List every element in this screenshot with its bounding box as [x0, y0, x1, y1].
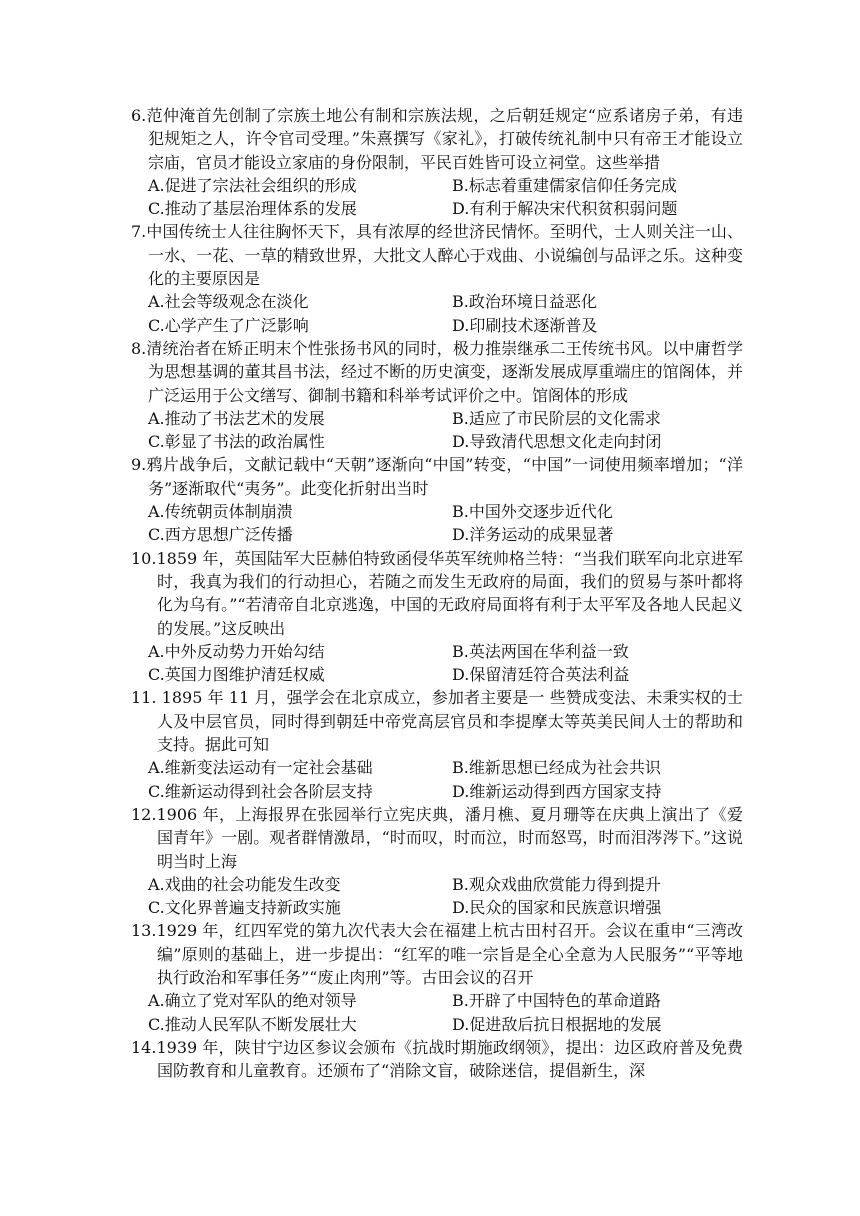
question-text: 1939 年，陕甘宁边区参议会颁布《抗战时期施政纲领》，提出：边区政府普及免费国防教育和儿童教育。还颁布了“消除文盲，破除迷信，提倡新生，深	[156, 1037, 743, 1081]
option-b: B.维新思想已经成为社会共识	[452, 758, 661, 778]
option-c: C.维新运动得到社会各阶层支持	[148, 781, 373, 801]
option-d: D.印刷技术逐渐普及	[452, 315, 598, 335]
option-d: D.促进敌后抗日根据地的发展	[452, 1014, 662, 1034]
question-stem	[131, 803, 743, 873]
question-number: 8.	[131, 338, 147, 358]
option-d: D.维新运动得到西方国家支持	[452, 781, 662, 801]
question-stem	[131, 547, 743, 640]
option-d: D.民众的国家和民族意识增强	[452, 898, 662, 918]
option-a: A.社会等级观念在淡化	[148, 292, 309, 312]
question-stem	[131, 1036, 743, 1083]
option-grid	[131, 290, 743, 337]
option-grid	[131, 500, 743, 547]
question-6	[131, 104, 743, 220]
option-b: B.观众戏曲欣赏能力得到提升	[452, 874, 661, 894]
option-d: D.导致清代思想文化走向封闭	[452, 432, 662, 452]
question-number: 11.	[131, 688, 157, 708]
option-b: B.政治环境日益恶化	[452, 292, 597, 312]
question-text: 中国传统士人往往胸怀天下，具有浓厚的经世济民情怀。至明代，士人则关注一山、一水、一花、一草的精致世界，大批文人醉心于戏曲、小说编创与品评之乐。这种变化的主要原因是	[146, 222, 743, 289]
question-text: 鸦片战争后，文献记载中“天朝”逐渐向“中国”转变，“中国”一词使用频率增加；“洋务”逐渐取代“夷务”。此变化折射出当时	[146, 455, 743, 498]
option-a: A.维新变法运动有一定社会基础	[148, 758, 373, 778]
option-a: A.传统朝贡体制崩溃	[148, 502, 293, 522]
question-number: 14.	[131, 1037, 157, 1057]
question-stem	[131, 453, 743, 500]
option-c: C.推动人民军队不断发展壮大	[148, 1014, 357, 1034]
option-b: B.标志着重建儒家信仰任务完成	[452, 175, 677, 195]
question-text: 范仲淹首先创制了宗族土地公有制和宗族法规，之后朝廷规定“应系诸房子弟，有违犯规矩之人，许令官司受理。”朱熹撰写《家礼》，打破传统礼制中只有帝王才能设立宗庙，官员才能设立家庙的身份限制，平民百姓皆可设立祠堂。这些举措	[146, 106, 743, 172]
question-8	[131, 337, 743, 453]
question-text: 1929 年，红四军党的第九次代表大会在福建上杭古田村召开。会议在重申“三湾改编”原则的基础上，进一步提出：“红军的唯一宗旨是全心全意为人民服务”“平等地执行政治和军事任务”“废止肉刑”等。古田会议的召开	[156, 921, 743, 987]
option-c: C.心学产生了广泛影响	[148, 315, 309, 335]
question-text: 1906 年，上海报界在张园举行立宪庆典，潘月樵、夏月珊等在庆典上演出了《爱国青年》一剧。观者群情激昂，“时而叹，时而泣，时而怒骂，时而泪涔涔下。”这说明当时上海	[156, 804, 743, 871]
question-13	[131, 919, 743, 1035]
question-text: 清统治者在矫正明末个性张扬书风的同时，极力推崇继承二王传统书风。以中庸哲学为思想基调的董其昌书法，经过不断的历史演变，逐渐发展成厚重端庄的馆阁体，并广泛运用于公文缮写、御制书籍和科举考试评价之中。馆阁体的形成	[146, 338, 743, 405]
option-grid	[131, 873, 743, 920]
question-9	[131, 453, 743, 546]
option-grid	[131, 989, 743, 1036]
option-grid	[131, 640, 743, 687]
option-grid	[131, 756, 743, 803]
question-stem	[131, 686, 743, 756]
option-c: C.推动了基层治理体系的发展	[148, 199, 357, 219]
option-c: C.文化界普遍支持新政实施	[148, 898, 341, 918]
question-number: 7.	[131, 222, 147, 242]
question-number: 10.	[131, 548, 157, 568]
question-stem	[131, 919, 743, 989]
option-b: B.英法两国在华利益一致	[452, 641, 629, 661]
option-c: C.英国力图维护清廷权威	[148, 665, 325, 685]
question-10	[131, 547, 743, 687]
option-d: D.洋务运动的成果显著	[452, 525, 614, 545]
question-number: 13.	[131, 921, 157, 941]
question-number: 9.	[131, 455, 147, 475]
question-stem	[131, 104, 743, 174]
question-stem	[131, 220, 743, 290]
question-stem	[131, 337, 743, 407]
option-b: B.开辟了中国特色的革命道路	[452, 991, 661, 1011]
question-number: 12.	[131, 804, 157, 824]
option-a: A.确立了党对军队的绝对领导	[148, 991, 357, 1011]
question-text: 1895 年 11 月，强学会在北京成立，参加者主要是一 些赞成变法、未秉实权的士人及中层官员，同时得到朝廷中帝党高层官员和李提摩太等英美民间人士的帮助和支持。据此可知	[156, 688, 743, 755]
option-b: B.适应了市民阶层的文化需求	[452, 408, 661, 428]
question-11	[131, 686, 743, 802]
option-d: D.保留清廷符合英法利益	[452, 665, 630, 685]
option-grid	[131, 174, 743, 221]
option-grid	[131, 407, 743, 454]
question-12	[131, 803, 743, 919]
question-14	[131, 1036, 743, 1083]
option-c: C.彰显了书法的政治属性	[148, 432, 325, 452]
option-a: A.中外反动势力开始勾结	[148, 641, 325, 661]
option-a: A.推动了书法艺术的发展	[148, 408, 325, 428]
question-7	[131, 220, 743, 336]
question-text: 1859 年，英国陆军大臣赫伯特致函侵华英军统帅格兰特：“当我们联军向北京进军时，我真为我们的行动担心，若随之而发生无政府的局面，我们的贸易与茶叶都将化为乌有。”“若清帝自北京逃逸，中国的无政府局面将有利于太平军及各地人民起义的发展。”这反映出	[156, 548, 743, 638]
option-a: A.促进了宗法社会组织的形成	[148, 175, 357, 195]
option-c: C.西方思想广泛传播	[148, 525, 293, 545]
option-a: A.戏曲的社会功能发生改变	[148, 874, 341, 894]
option-b: B.中国外交逐步近代化	[452, 502, 613, 522]
option-d: D.有利于解决宋代积贫积弱问题	[452, 199, 678, 219]
question-number: 6.	[131, 106, 147, 125]
question-list	[131, 104, 743, 1082]
